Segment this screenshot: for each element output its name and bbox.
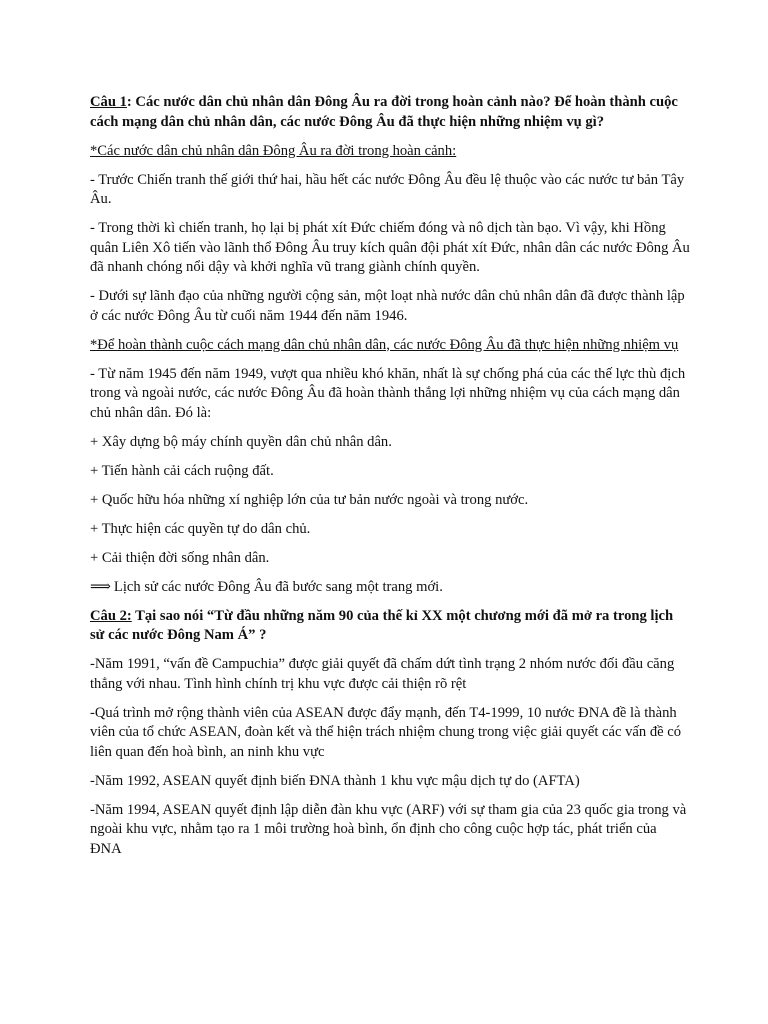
conclusion-text: Lịch sử các nước Đông Âu đã bước sang một trang mới.	[113, 578, 443, 595]
document-page	[90, 93, 690, 869]
question-1-title	[90, 93, 690, 132]
task-item: + Xây dựng bộ máy chính quyền dân chủ nhân dân.	[90, 433, 392, 450]
paragraph-establishment: - Dưới sự lãnh đạo của những người cộng sản, một loạt nhà nước dân chủ nhân dân đã được thành lập ở các nước Đông Âu từ cuối năm 1944 đến năm 1946.	[90, 288, 685, 324]
task-item: + Quốc hữu hóa những xí nghiệp lớn của tư bản nước ngoài và trong nước.	[90, 491, 529, 508]
paragraph-asean-expansion: -Quá trình mở rộng thành viên của ASEAN được đẩy mạnh, đến T4-1999, 10 nước ĐNA đề là thành viên của tổ chức ASEAN, đoàn kết và thể hiện trách nhiệm chung trong việc giải quyết các vấn đề có liên quan đến hoà bình, an ninh khu vực	[90, 704, 682, 760]
paragraph-arf: -Năm 1994, ASEAN quyết định lập diễn đàn khu vực (ARF) với sự tham gia của 23 quốc gia trong và ngoài khu vực, nhằm tạo ra 1 môi trường hoà bình, ổn định cho công cuộc hợp tác, phát triển của ĐNA	[90, 801, 687, 857]
section-1-heading: *Các nước dân chủ nhân dân Đông Âu ra đời trong hoàn cảnh:	[90, 142, 457, 159]
question-2-text: Tại sao nói “Từ đầu những năm 90 của thế kỉ XX một chương mới đã mở ra trong lịch sử các nước Đông Nam Á” ?	[90, 607, 674, 643]
paragraph-afta: -Năm 1992, ASEAN quyết định biến ĐNA thành 1 khu vực mậu dịch tự do (AFTA)	[90, 772, 580, 789]
task-item: + Tiến hành cải cách ruộng đất.	[90, 462, 274, 479]
question-2-title	[90, 607, 690, 646]
paragraph-campuchia: -Năm 1991, “vấn đề Campuchia” được giải quyết đã chấm dứt tình trạng 2 nhóm nước đối đầu căng thẳng với nhau. Tình hình chính trị khu vực được cải thiện rõ rệt	[90, 656, 675, 692]
conclusion	[90, 578, 690, 598]
paragraph-wartime: - Trong thời kì chiến tranh, họ lại bị phát xít Đức chiếm đóng và nô dịch tàn bạo. Vì vậy, khi Hồng quân Liên Xô tiến vào lãnh thổ Đông Âu truy kích quân đội phát xít Đức, nhân dân các nước Đông Âu đã nhanh chóng nổi dậy và khởi nghĩa vũ trang giành chính quyền.	[90, 220, 690, 275]
question-1-text: : Các nước dân chủ nhân dân Đông Âu ra đời trong hoàn cảnh nào? Để hoàn thành cuộc cách mạng dân chủ nhân dân, các nước Đông Âu đã thực hiện những nhiệm vụ gì?	[90, 94, 678, 130]
task-item: + Thực hiện các quyền tự do dân chủ.	[90, 520, 311, 537]
implies-arrow-icon: ⟹	[90, 578, 111, 595]
paragraph-tasks-intro: - Từ năm 1945 đến năm 1949, vượt qua nhiều khó khăn, nhất là sự chống phá của các thế lực thù địch trong và ngoài nước, các nước Đông Âu đã hoàn thành thắng lợi những nhiệm vụ của cách mạng dân chủ nhân dân. Đó là:	[90, 365, 686, 421]
task-item: + Cải thiện đời sống nhân dân.	[90, 549, 270, 566]
section-2-heading: *Để hoàn thành cuộc cách mạng dân chủ nhân dân, các nước Đông Âu đã thực hiện những nhiệm vụ	[90, 336, 679, 353]
question-1-label: Câu 1	[90, 94, 127, 110]
question-2-label: Câu 2:	[90, 607, 132, 624]
paragraph-pre-war: - Trước Chiến tranh thế giới thứ hai, hầu hết các nước Đông Âu đều lệ thuộc vào các nước tư bản Tây Âu.	[90, 171, 685, 207]
